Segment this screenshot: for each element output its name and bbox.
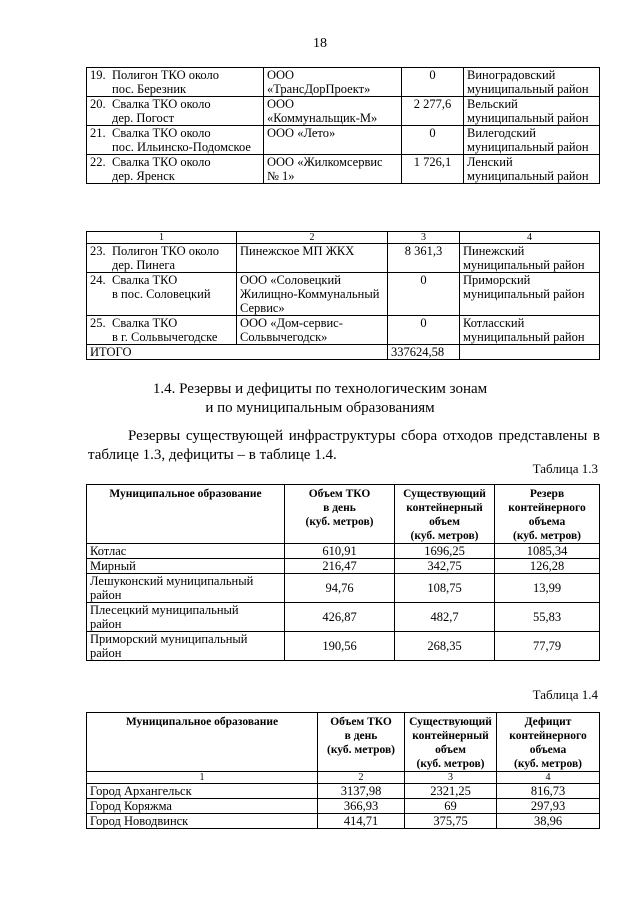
site-name: Свалка ТКО около пос. Ильинско-Подомское xyxy=(112,126,251,154)
municipality-cell: Котлас xyxy=(87,544,285,559)
existing-volume-cell: 482,7 xyxy=(395,603,495,632)
table-row xyxy=(87,632,600,661)
deficit-cell: 816,73 xyxy=(497,784,600,799)
row-number: 22. xyxy=(90,155,106,169)
table-row xyxy=(87,603,600,632)
daily-volume-cell: 366,93 xyxy=(318,799,405,814)
volume-cell: 2 277,6 xyxy=(402,97,464,126)
district-cell: Ленский муниципальный район xyxy=(464,155,600,184)
table-row xyxy=(87,814,600,829)
municipality-cell: Мирный xyxy=(87,559,285,574)
existing-volume-cell: 342,75 xyxy=(395,559,495,574)
existing-volume-cell: 69 xyxy=(405,799,497,814)
table-row xyxy=(87,126,600,155)
operator-cell: ООО «Лето» xyxy=(264,126,402,155)
table-row xyxy=(87,574,600,603)
table-row xyxy=(87,97,600,126)
site-name: Полигон ТКО около пос. Березник xyxy=(112,68,219,96)
table-row xyxy=(87,68,600,97)
column-index: 2 xyxy=(237,232,388,244)
site-name: Свалка ТКО около дер. Яренск xyxy=(112,155,211,183)
site-cell xyxy=(87,273,237,316)
column-index: 4 xyxy=(460,232,600,244)
column-index: 1 xyxy=(87,232,237,244)
site-cell xyxy=(87,97,264,126)
table-row xyxy=(87,544,600,559)
reserve-cell: 77,79 xyxy=(495,632,600,661)
column-index: 3 xyxy=(388,232,460,244)
daily-volume-cell: 94,76 xyxy=(285,574,395,603)
deficit-cell: 38,96 xyxy=(497,814,600,829)
site-name: Свалка ТКО около дер. Погост xyxy=(112,97,211,125)
total-label: ИТОГО xyxy=(87,345,388,360)
page-number: 18 xyxy=(313,36,327,51)
table-row xyxy=(87,559,600,574)
column-index: 3 xyxy=(405,772,497,784)
reserve-cell: 55,83 xyxy=(495,603,600,632)
site-cell xyxy=(87,126,264,155)
table-row xyxy=(87,155,600,184)
site-name: Свалка ТКО в г. Сольвычегодске xyxy=(112,316,218,344)
table-row xyxy=(87,799,600,814)
row-number: 20. xyxy=(90,97,106,111)
column-index: 4 xyxy=(497,772,600,784)
total-row xyxy=(87,345,600,360)
district-cell: Виноградовский муниципальный район xyxy=(464,68,600,97)
municipality-cell: Город Коряжма xyxy=(87,799,318,814)
column-header: Объем ТКО в день (куб. метров) xyxy=(318,713,405,772)
body-paragraph: Резервы существующей инфраструктуры сбора отходов представлены в таблице 1.3, дефициты – в таблице 1.4. xyxy=(88,428,600,463)
volume-cell: 0 xyxy=(388,316,460,345)
municipality-cell: Город Новодвинск xyxy=(87,814,318,829)
existing-volume-cell: 108,75 xyxy=(395,574,495,603)
operator-cell: ООО «Соловецкий Жилищно-Коммунальный Сервис» xyxy=(237,273,388,316)
row-number: 24. xyxy=(90,273,106,287)
daily-volume-cell: 216,47 xyxy=(285,559,395,574)
volume-cell: 0 xyxy=(402,126,464,155)
site-cell xyxy=(87,68,264,97)
reserve-cell: 126,28 xyxy=(495,559,600,574)
site-cell xyxy=(87,155,264,184)
volume-cell: 8 361,3 xyxy=(388,244,460,273)
empty-cell xyxy=(460,345,600,360)
operator-cell: ООО «Жилкомсервис № 1» xyxy=(264,155,402,184)
site-cell xyxy=(87,244,237,273)
column-header: Существующий контейнерный объем (куб. метров) xyxy=(405,713,497,772)
column-header: Муниципальное образование xyxy=(87,485,285,544)
deficits-table xyxy=(86,712,600,829)
district-cell: Вельский муниципальный район xyxy=(464,97,600,126)
row-number: 19. xyxy=(90,68,106,82)
column-header: Существующий контейнерный объем (куб. метров) xyxy=(395,485,495,544)
row-number: 25. xyxy=(90,316,106,330)
table-row xyxy=(87,316,600,345)
row-number: 21. xyxy=(90,126,106,140)
waste-sites-table-top xyxy=(86,67,600,184)
operator-cell: ООО «ТрансДорПроект» xyxy=(264,68,402,97)
section-heading: 1.4. Резервы и дефициты по технологическим зонам и по муниципальным образованиям xyxy=(152,381,488,416)
daily-volume-cell: 414,71 xyxy=(318,814,405,829)
column-header: Объем ТКО в день (куб. метров) xyxy=(285,485,395,544)
daily-volume-cell: 190,56 xyxy=(285,632,395,661)
column-index: 1 xyxy=(87,772,318,784)
row-number: 23. xyxy=(90,244,106,258)
volume-cell: 0 xyxy=(402,68,464,97)
volume-cell: 1 726,1 xyxy=(402,155,464,184)
district-cell: Приморский муниципальный район xyxy=(460,273,600,316)
district-cell: Вилегодский муниципальный район xyxy=(464,126,600,155)
daily-volume-cell: 610,91 xyxy=(285,544,395,559)
reserves-table xyxy=(86,484,600,661)
operator-cell: Пинежское МП ЖКХ xyxy=(237,244,388,273)
table-row xyxy=(87,784,600,799)
site-cell xyxy=(87,316,237,345)
table-row xyxy=(87,273,600,316)
table-row xyxy=(87,244,600,273)
municipality-cell: Приморский муниципальный район xyxy=(87,632,285,661)
daily-volume-cell: 3137,98 xyxy=(318,784,405,799)
operator-cell: ООО «Дом-сервис- Сольвычегодск» xyxy=(237,316,388,345)
municipality-cell: Лешуконский муниципальный район xyxy=(87,574,285,603)
reserve-cell: 13,99 xyxy=(495,574,600,603)
column-header: Резерв контейнерного объема (куб. метров) xyxy=(495,485,600,544)
municipality-cell: Плесецкий муниципальный район xyxy=(87,603,285,632)
column-header: Муниципальное образование xyxy=(87,713,318,772)
table-1-4-caption: Таблица 1.4 xyxy=(532,687,598,702)
table-1-3-caption: Таблица 1.3 xyxy=(532,461,598,476)
reserve-cell: 1085,34 xyxy=(495,544,600,559)
waste-sites-table-continued xyxy=(86,231,600,360)
existing-volume-cell: 375,75 xyxy=(405,814,497,829)
existing-volume-cell: 1696,25 xyxy=(395,544,495,559)
site-name: Полигон ТКО около дер. Пинега xyxy=(112,244,219,272)
deficit-cell: 297,93 xyxy=(497,799,600,814)
municipality-cell: Город Архангельск xyxy=(87,784,318,799)
site-name: Свалка ТКО в пос. Соловецкий xyxy=(112,273,211,301)
existing-volume-cell: 2321,25 xyxy=(405,784,497,799)
district-cell: Пинежский муниципальный район xyxy=(460,244,600,273)
volume-cell: 0 xyxy=(388,273,460,316)
column-header: Дефицит контейнерного объема (куб. метров) xyxy=(497,713,600,772)
district-cell: Котласский муниципальный район xyxy=(460,316,600,345)
daily-volume-cell: 426,87 xyxy=(285,603,395,632)
column-index: 2 xyxy=(318,772,405,784)
total-value: 337624,58 xyxy=(388,345,460,360)
operator-cell: ООО «Коммунальщик-М» xyxy=(264,97,402,126)
existing-volume-cell: 268,35 xyxy=(395,632,495,661)
